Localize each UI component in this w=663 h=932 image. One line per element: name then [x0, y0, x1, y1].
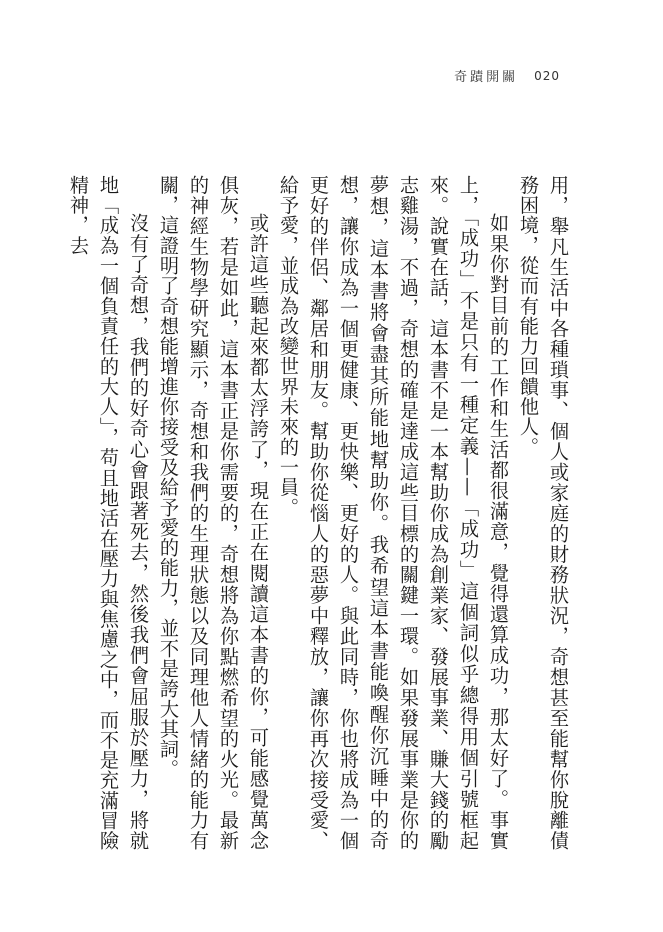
book-title: 奇蹟開關 — [454, 70, 519, 85]
running-header — [454, 66, 560, 85]
paragraph: 或許這些聽起來都太浮誇了，現在正在閱讀這本書的你，可能感覺萬念俱灰，若是如此，這本書正是你需要的，奇想將為你點燃希望的火光。最新的神經生物學研究顯示，奇想和我們的生理狀態以及同理他人情緒的能力有關，這證明了奇想能增進你接受及給予愛的能力，並不是誇大其詞。 — [157, 175, 270, 851]
vertical-body-text — [67, 175, 573, 851]
page-number: 020 — [534, 68, 560, 83]
paragraph: 用，舉凡生活中各種瑣事、個人或家庭的財務狀況，奇想甚至能幫你脫離債務困境，從而有能力回饋他人。 — [517, 175, 570, 851]
paragraph: 如果你對目前的工作和生活都很滿意，覺得還算成功，那太好了。事實上，「成功」不是只有一種定義——「成功」這個詞似乎總得用個引號框起來。說實在話，這本書不是一本幫助你成為創業家、發展事業、賺大錢的勵志雞湯，不過，奇想的確是達成這些目標的關鍵一環。如果發展事業是你的夢想，這本書將會盡其所能地幫助你。我希望這本書能喚醒你沉睡中的奇想，讓你成為一個更健康、更快樂、更好的人。與此同時，你也將成為一個更好的伴侶、鄰居和朋友。幫助你從惱人的惡夢中釋放，讓你再次接受愛、給予愛，並成為改變世界未來的一員。 — [277, 175, 510, 851]
paragraph: 沒有了奇想，我們的好奇心會跟著死去，然後我們會屈服於壓力，將就地「成為一個負責任的大人」，苟且地活在壓力與焦慮之中，而不是充滿冒險精神，去 — [67, 175, 150, 851]
